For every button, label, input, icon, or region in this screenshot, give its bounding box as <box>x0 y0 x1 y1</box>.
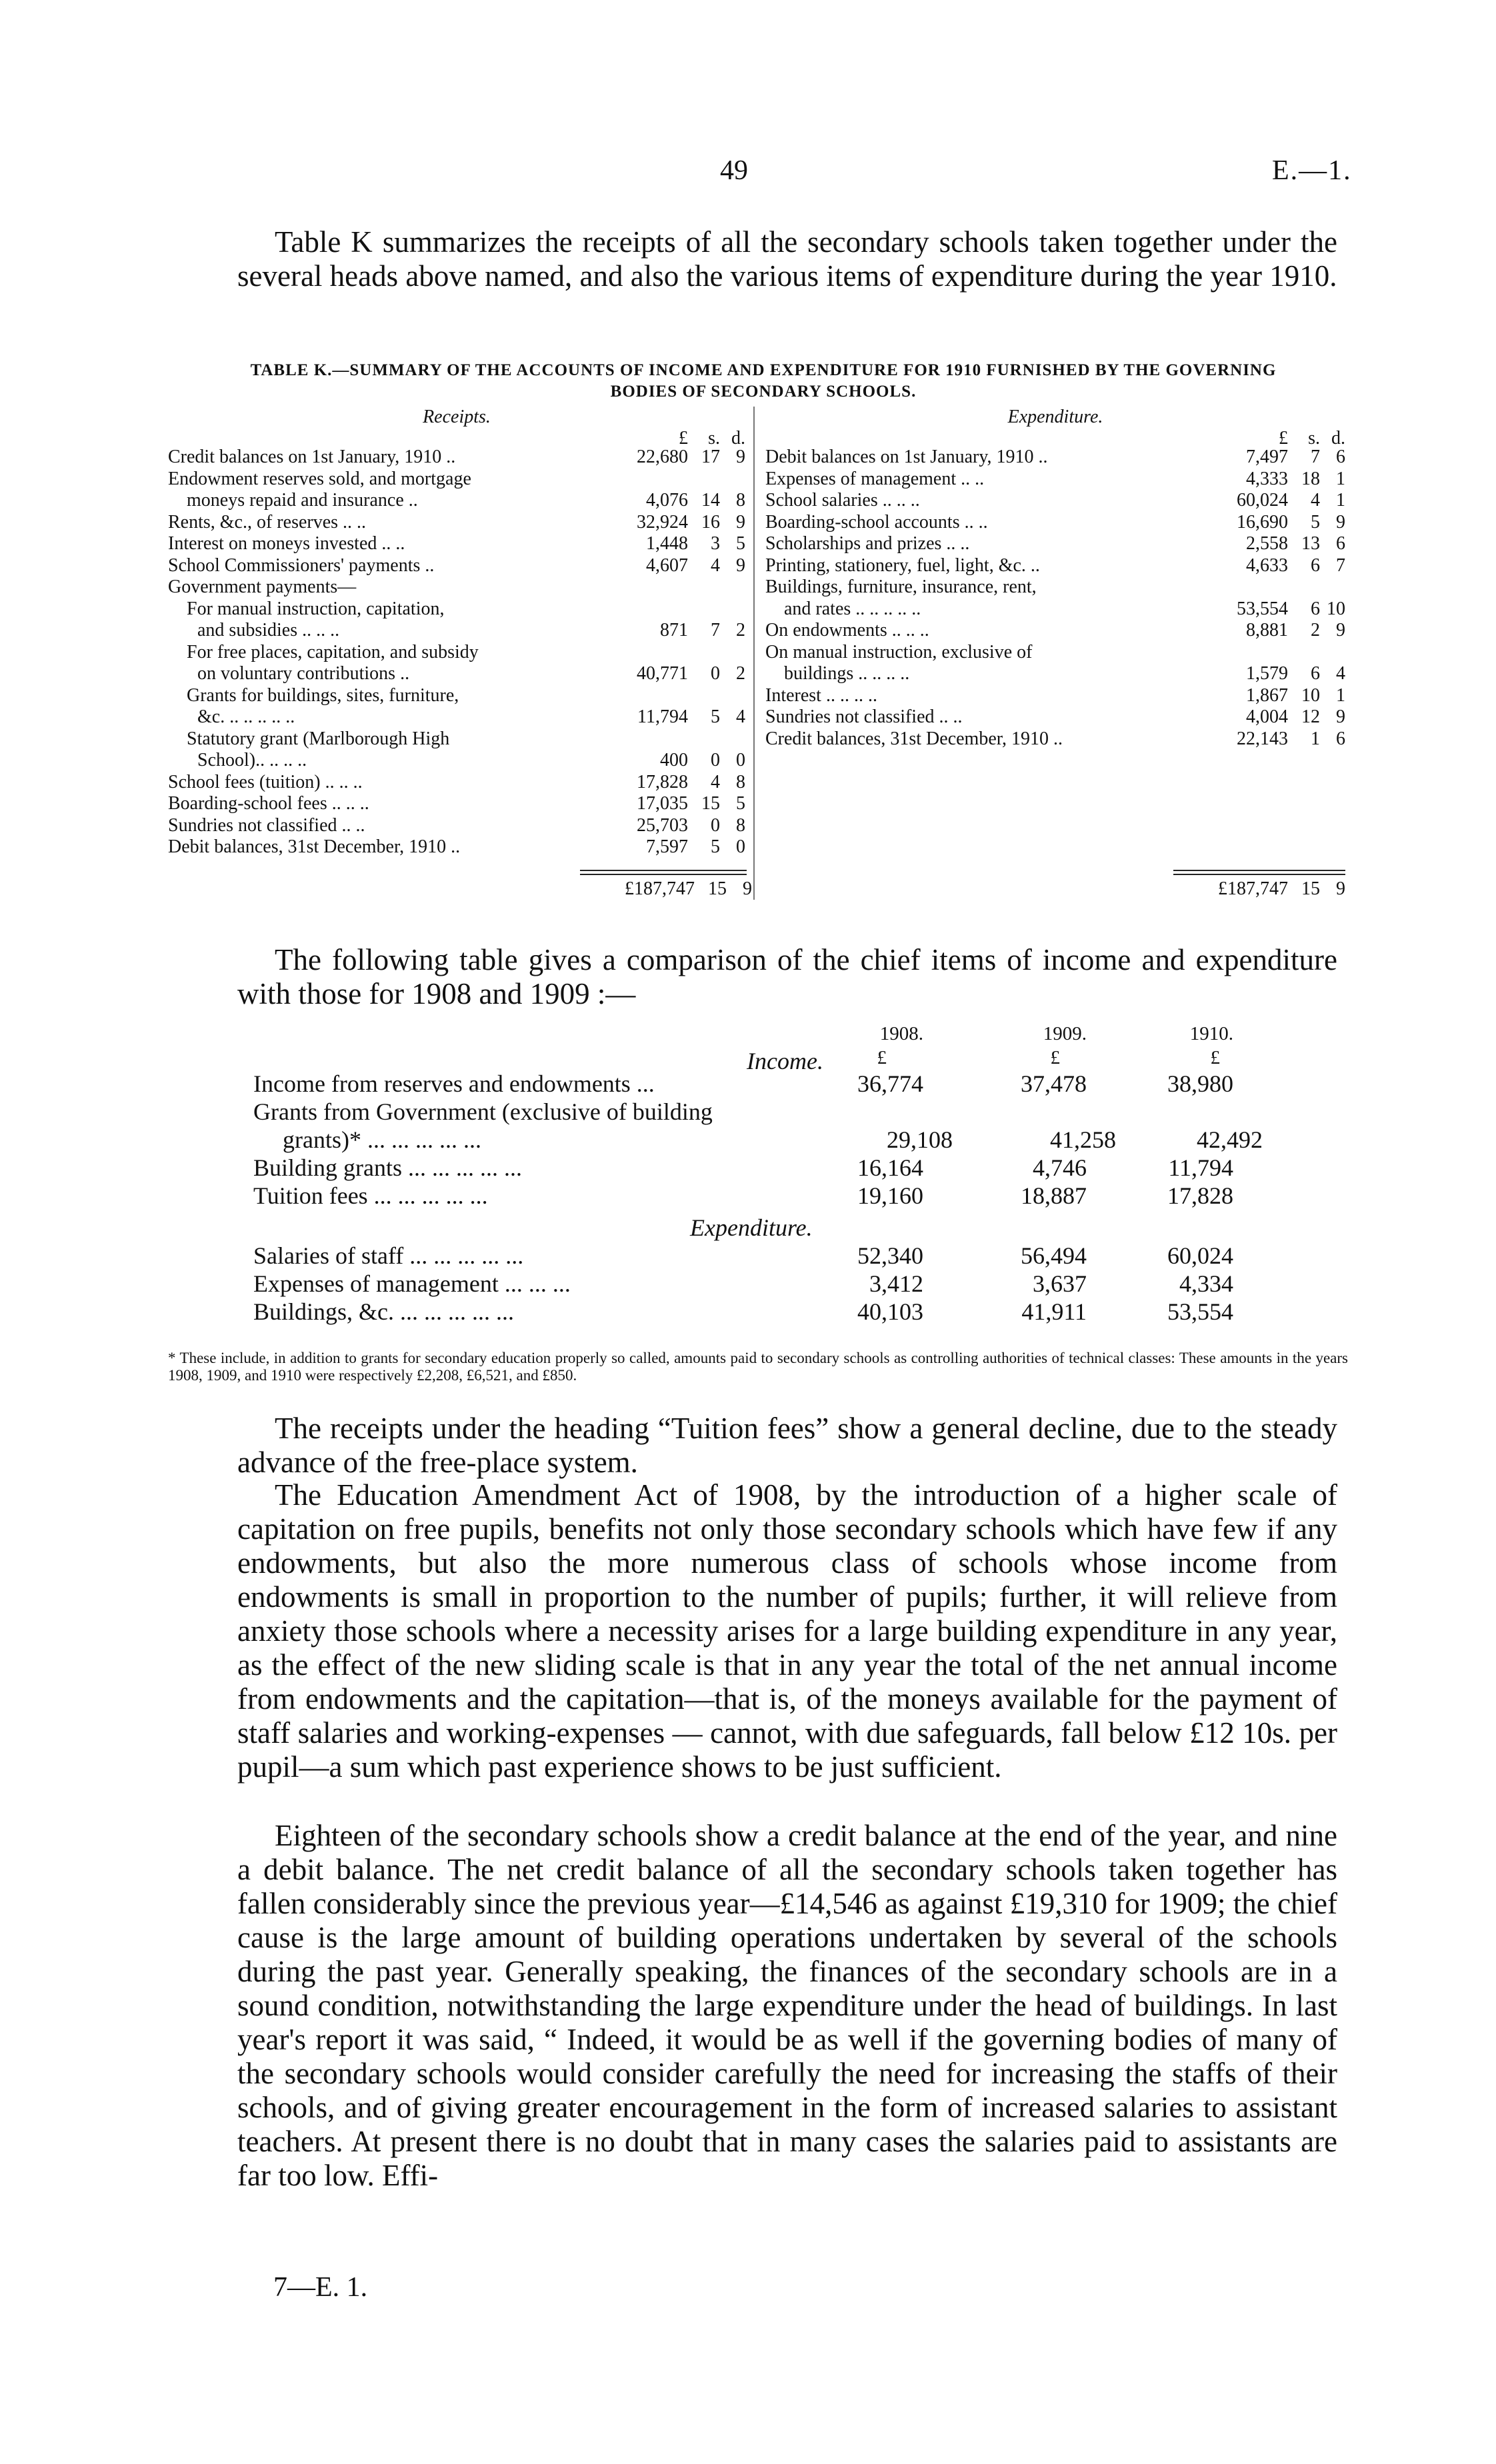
amount-pounds: 25,703 <box>637 814 688 836</box>
row-label: On manual instruction, exclusive of <box>765 641 1033 662</box>
comparison-label: grants)* ... ... ... ... ... <box>283 1126 481 1153</box>
amount-pence: 7 <box>1336 555 1345 576</box>
year-header-row <box>253 1023 1347 1047</box>
table-row <box>168 663 745 685</box>
receipts-column <box>168 407 745 858</box>
value-1909: 41,911 <box>1021 1298 1087 1325</box>
pence-symbol: d. <box>1331 428 1345 449</box>
amount-pounds: 4,076 <box>646 490 688 511</box>
row-label: Scholarships and prizes .. .. <box>765 533 970 554</box>
value-1909: 41,258 <box>1050 1126 1116 1153</box>
amount-pounds: 400 <box>660 750 688 770</box>
amount-pence: 1 <box>1336 490 1345 511</box>
row-label: buildings .. .. .. .. <box>784 663 910 684</box>
value-1909: 4,746 <box>1033 1154 1087 1181</box>
amount-shillings: 0 <box>711 750 720 770</box>
column-divider <box>753 407 755 900</box>
comparison-intro: The following table gives a comparison of the chief items of income and expenditure with those for 1908 and 1909 :— <box>237 943 1337 1010</box>
comparison-row <box>253 1154 1347 1182</box>
row-label: Debit balances, 31st December, 1910 .. <box>168 836 461 857</box>
row-amount <box>1215 685 1345 707</box>
amount-pounds: 1,448 <box>646 533 688 554</box>
row-label: Sundries not classified .. .. <box>765 706 963 727</box>
row-label: Expenses of management .. .. <box>765 468 985 489</box>
row-amount <box>1215 490 1345 512</box>
amount-pence: 6 <box>1336 533 1345 554</box>
amount-pounds: 11,794 <box>637 706 688 727</box>
comparison-row <box>253 1098 1347 1126</box>
row-amount <box>1215 555 1345 577</box>
currency-1909: £ <box>1050 1047 1060 1068</box>
row-amount <box>1215 447 1345 469</box>
amount-pence: 9 <box>736 555 745 576</box>
value-1908: 16,164 <box>857 1154 923 1181</box>
table-row <box>168 447 745 469</box>
row-label: Boarding-school fees .. .. .. <box>168 793 369 814</box>
amount-pounds: 22,143 <box>1237 728 1288 749</box>
table-row <box>765 642 1345 664</box>
table-row <box>168 512 745 534</box>
amount-shillings: 2 <box>1311 620 1320 640</box>
year-1910: 1910. <box>1189 1023 1233 1044</box>
shilling-symbol: s. <box>1308 428 1320 449</box>
table-row <box>765 469 1345 491</box>
row-label: Rents, &c., of reserves .. .. <box>168 511 367 533</box>
row-amount <box>615 750 745 772</box>
intro-paragraph: Table K summarizes the receipts of all the secondary schools taken together under the several heads above named, and also the various items of expenditure during the year 1910. <box>237 225 1337 293</box>
amount-pounds: 1,867 <box>1246 684 1288 706</box>
value-1908: 29,108 <box>887 1126 953 1153</box>
row-label: and subsidies .. .. .. <box>197 620 340 640</box>
expenditure-total-pounds: £187,747 <box>1218 878 1288 899</box>
table-row <box>168 836 745 858</box>
row-amount <box>615 815 745 837</box>
amount-pence: 5 <box>736 533 745 554</box>
row-label: Interest on moneys invested .. .. <box>168 533 405 554</box>
amount-shillings: 13 <box>1301 533 1320 554</box>
row-amount <box>615 620 745 642</box>
amount-shillings: 5 <box>711 836 720 857</box>
comparison-label: Building grants ... ... ... ... ... <box>253 1154 522 1181</box>
table-row <box>765 533 1345 555</box>
currency-header-row <box>253 1047 1347 1074</box>
row-label: &c. .. .. .. .. .. <box>197 706 295 727</box>
table-row <box>765 599 1345 620</box>
row-label: Interest .. .. .. .. <box>765 684 877 706</box>
expenditure-total-pence: 9 <box>1336 878 1345 899</box>
amount-pounds: 16,690 <box>1237 511 1288 533</box>
amount-shillings: 5 <box>1311 511 1320 533</box>
amount-shillings: 5 <box>711 706 720 727</box>
row-label: Credit balances on 1st January, 1910 .. <box>168 447 456 467</box>
income-heading: Income. <box>747 1048 823 1074</box>
row-label: School).. .. .. .. <box>197 750 307 770</box>
table-k-title-line1: TABLE K.—SUMMARY OF THE ACCOUNTS OF INCOME AND EXPENDITURE FOR 1910 FURNISHED BY THE GOVERNING <box>250 361 1277 379</box>
document-code: E.—1. <box>1272 155 1352 186</box>
comparison-row <box>253 1070 1347 1098</box>
amount-pence: 9 <box>736 447 745 467</box>
amount-shillings: 6 <box>1311 663 1320 684</box>
value-1908: 52,340 <box>857 1242 923 1269</box>
amount-pence: 8 <box>736 771 745 792</box>
table-k-title-line2: BODIES OF SECONDARY SCHOOLS. <box>610 383 917 401</box>
amount-shillings: 4 <box>711 771 720 792</box>
row-label: Printing, stationery, fuel, light, &c. .. <box>765 555 1040 576</box>
amount-pence: 0 <box>736 836 745 857</box>
footnote: * These include, in addition to grants for secondary education properly so called, amounts paid to secondary schools as controlling authorities of technical classes: These amounts in the years 1908, 1909, and 1910 were respectively £2,208, £6,521, and £850. <box>168 1350 1348 1384</box>
comparison-label: Income from reserves and endowments ... <box>253 1070 655 1097</box>
amount-shillings: 3 <box>711 533 720 554</box>
amount-pence: 6 <box>1336 447 1345 467</box>
expenditure-heading-comparison: Expenditure. <box>690 1214 813 1241</box>
amount-pounds: 8,881 <box>1246 620 1288 640</box>
value-1908: 3,412 <box>869 1270 923 1297</box>
table-k-title <box>180 360 1347 403</box>
table-row <box>168 620 745 642</box>
receipts-rows <box>168 447 745 858</box>
row-amount <box>1215 533 1345 555</box>
row-label: Statutory grant (Marlborough High <box>187 728 450 749</box>
value-1910: 42,492 <box>1197 1126 1263 1153</box>
amount-pence: 5 <box>736 793 745 814</box>
comparison-table <box>253 1023 1347 1326</box>
row-label: Buildings, furniture, insurance, rent, <box>765 577 1037 597</box>
amount-pence: 4 <box>736 706 745 727</box>
amount-pounds: 7,597 <box>646 836 688 857</box>
amount-pence: 1 <box>1336 468 1345 489</box>
amount-pounds: 53,554 <box>1237 598 1288 619</box>
table-row <box>168 772 745 794</box>
table-row <box>168 469 745 491</box>
currency-1910: £ <box>1210 1047 1220 1068</box>
amount-shillings: 0 <box>711 663 720 684</box>
amount-shillings: 1 <box>1311 728 1320 749</box>
amount-pounds: 871 <box>660 620 688 640</box>
table-row <box>168 642 745 664</box>
amount-shillings: 7 <box>711 620 720 640</box>
pound-symbol: £ <box>1279 428 1288 449</box>
row-label: On endowments .. .. .. <box>765 620 929 640</box>
receipts-total-rule <box>580 870 747 871</box>
amount-pounds: 40,771 <box>637 663 688 684</box>
expenditure-total-shillings: 15 <box>1301 878 1320 899</box>
comparison-label: Salaries of staff ... ... ... ... ... <box>253 1242 524 1269</box>
amount-pence: 9 <box>1336 511 1345 533</box>
row-label: Boarding-school accounts .. .. <box>765 511 988 533</box>
table-row <box>765 620 1345 642</box>
page-number: 49 <box>720 155 748 186</box>
year-1908: 1908. <box>879 1023 923 1044</box>
value-1908: 36,774 <box>857 1070 923 1097</box>
receipts-total-shillings: 15 <box>708 878 727 899</box>
row-label: School fees (tuition) .. .. .. <box>168 771 363 792</box>
comparison-row <box>253 1182 1347 1210</box>
value-1910: 53,554 <box>1167 1298 1233 1325</box>
amount-pounds: 4,333 <box>1246 468 1288 489</box>
table-row <box>168 490 745 512</box>
amount-shillings: 6 <box>1311 598 1320 619</box>
amount-shillings: 15 <box>701 793 720 814</box>
row-label: moneys repaid and insurance .. <box>187 490 418 511</box>
amount-pence: 8 <box>736 490 745 511</box>
table-row <box>168 793 745 815</box>
paragraph-education-act: The Education Amendment Act of 1908, by the introduction of a higher scale of capitation on free pupils, benefits not only those secondary schools which have few if any endowments, but also the more numerous class of schools whose income from endowments is small in proportion to the number of pupils; further, it will relieve from anxiety those schools where a necessity arises for a large building expenditure in any year, as the effect of the new sliding scale is that in any year the total of the net annual income from endowments and the capitation—that is, of the moneys available for the payment of staff salaries and working-expenses — cannot, with due safeguards, fall below £12 10s. per pupil—a sum which past experience shows to be just sufficient. <box>237 1478 1337 1784</box>
comparison-label: Expenses of management ... ... ... <box>253 1270 571 1297</box>
amount-pounds: 17,828 <box>637 771 688 792</box>
amount-pence: 10 <box>1327 598 1345 619</box>
amount-shillings: 4 <box>1311 490 1320 511</box>
value-1909: 18,887 <box>1021 1182 1087 1209</box>
amount-pence: 0 <box>736 750 745 770</box>
row-amount <box>1215 663 1345 685</box>
amount-shillings: 14 <box>701 490 720 511</box>
amount-pounds: 1,579 <box>1246 663 1288 684</box>
amount-pence: 1 <box>1336 684 1345 706</box>
expenditure-column <box>765 407 1345 750</box>
row-amount <box>615 555 745 577</box>
comparison-label: Buildings, &c. ... ... ... ... ... <box>253 1298 515 1325</box>
amount-pence: 4 <box>1336 663 1345 684</box>
comparison-label: Tuition fees ... ... ... ... ... <box>253 1182 488 1209</box>
amount-pounds: 7,497 <box>1246 447 1288 467</box>
receipts-total <box>615 878 752 900</box>
row-label: For manual instruction, capitation, <box>187 598 445 619</box>
amount-pence: 2 <box>736 620 745 640</box>
income-rows <box>253 1070 1347 1210</box>
table-row <box>168 685 745 707</box>
value-1908: 40,103 <box>857 1298 923 1325</box>
amount-shillings: 17 <box>701 447 720 467</box>
comparison-row <box>253 1242 1347 1270</box>
row-amount <box>615 490 745 512</box>
amount-pounds: 4,633 <box>1246 555 1288 576</box>
receipts-heading: Receipts. <box>423 407 491 427</box>
year-1909: 1909. <box>1043 1023 1087 1044</box>
value-1909: 3,637 <box>1033 1270 1087 1297</box>
amount-pounds: 32,924 <box>637 511 688 533</box>
row-amount <box>1215 512 1345 534</box>
row-amount <box>615 447 745 469</box>
pound-symbol: £ <box>679 428 688 449</box>
expenditure-currency-header <box>765 428 1345 447</box>
amount-pounds: 17,035 <box>637 793 688 814</box>
table-row <box>765 490 1345 512</box>
row-label: Credit balances, 31st December, 1910 .. <box>765 728 1063 749</box>
expenditure-rows <box>765 447 1345 750</box>
table-row <box>168 555 745 577</box>
amount-shillings: 18 <box>1301 468 1320 489</box>
value-1910: 17,828 <box>1167 1182 1233 1209</box>
row-amount <box>615 836 745 858</box>
table-row <box>168 728 745 750</box>
table-row <box>765 685 1345 707</box>
comparison-row <box>253 1298 1347 1326</box>
amount-pence: 9 <box>1336 620 1345 640</box>
row-amount <box>1215 706 1345 728</box>
currency-1908: £ <box>877 1047 887 1068</box>
paragraph-tuition: The receipts under the heading “Tuition fees” show a general decline, due to the steady advance of the free-place system. <box>237 1412 1337 1479</box>
row-amount <box>615 663 745 685</box>
row-amount <box>1215 599 1345 620</box>
row-amount <box>615 793 745 815</box>
amount-pounds: 22,680 <box>637 447 688 467</box>
expenditure-total-rule-2 <box>1173 874 1345 875</box>
amount-pounds: 2,558 <box>1246 533 1288 554</box>
table-row <box>168 533 745 555</box>
amount-shillings: 12 <box>1301 706 1320 727</box>
table-row <box>765 577 1345 599</box>
amount-pence: 9 <box>1336 706 1345 727</box>
row-label: Sundries not classified .. .. <box>168 814 365 836</box>
amount-shillings: 4 <box>711 555 720 576</box>
receipts-total-pounds: £187,747 <box>625 878 695 899</box>
expenditure-comparison-rows <box>253 1242 1347 1326</box>
row-label: School Commissioners' payments .. <box>168 555 435 576</box>
table-row <box>765 447 1345 469</box>
amount-pence: 9 <box>736 511 745 533</box>
row-label: on voluntary contributions .. <box>197 663 410 684</box>
row-amount <box>615 533 745 555</box>
amount-shillings: 16 <box>701 511 720 533</box>
table-row <box>168 750 745 772</box>
row-label: Government payments— <box>168 577 357 597</box>
receipts-total-pence: 9 <box>743 878 752 899</box>
amount-pence: 6 <box>1336 728 1345 749</box>
comparison-row <box>253 1270 1347 1298</box>
amount-pounds: 4,004 <box>1246 706 1288 727</box>
expenditure-total <box>1208 878 1345 900</box>
pence-symbol: d. <box>731 428 745 449</box>
amount-pence: 8 <box>736 814 745 836</box>
expenditure-total-rule <box>1173 870 1345 871</box>
row-label: and rates .. .. .. .. .. <box>784 598 921 619</box>
row-amount <box>1215 469 1345 491</box>
row-label: For free places, capitation, and subsidy <box>187 641 479 662</box>
table-row <box>168 706 745 728</box>
value-1909: 56,494 <box>1021 1242 1087 1269</box>
value-1910: 4,334 <box>1179 1270 1233 1297</box>
expenditure-heading: Expenditure. <box>1007 407 1103 427</box>
amount-pence: 2 <box>736 663 745 684</box>
signature-mark: 7—E. 1. <box>273 2272 368 2303</box>
amount-shillings: 0 <box>711 814 720 836</box>
value-1910: 38,980 <box>1167 1070 1233 1097</box>
row-amount <box>1215 728 1345 750</box>
table-row <box>168 577 745 599</box>
amount-shillings: 6 <box>1311 555 1320 576</box>
row-amount <box>1215 620 1345 642</box>
table-row <box>765 706 1345 728</box>
amount-shillings: 10 <box>1301 684 1320 706</box>
receipts-currency-header <box>168 428 745 447</box>
row-label: Debit balances on 1st January, 1910 .. <box>765 447 1048 467</box>
row-amount <box>615 772 745 794</box>
paragraph-balances: Eighteen of the secondary schools show a credit balance at the end of the year, and nine a debit balance. The net credit balance of all the secondary schools taken together has fallen considerably since the previous year—£14,546 as against £19,310 for 1909; the chief cause is the large amount of building operations undertaken by several of the schools during the past year. Generally speaking, the finances of the secondary schools are in a sound condition, notwithstanding the large expenditure under the head of buildings. In last year's report it was said, “ Indeed, it would be as well if the governing bodies of many of the secondary schools would consider carefully the need for increasing the staffs of their schools, and of giving greater encouragement in the form of increased salaries to assistant teachers. At present there is no doubt that in many cases the salaries paid to assistants are far too low. Effi- <box>237 1819 1337 2192</box>
amount-pounds: 4,607 <box>646 555 688 576</box>
value-1910: 60,024 <box>1167 1242 1233 1269</box>
row-label: School salaries .. .. .. <box>765 490 920 511</box>
table-row <box>765 512 1345 534</box>
row-label: Endowment reserves sold, and mortgage <box>168 468 471 489</box>
comparison-row <box>253 1126 1347 1154</box>
row-amount <box>615 706 745 728</box>
table-row <box>765 728 1345 750</box>
table-row <box>168 599 745 620</box>
value-1910: 11,794 <box>1168 1154 1233 1181</box>
row-label: Grants for buildings, sites, furniture, <box>187 684 459 706</box>
value-1909: 37,478 <box>1021 1070 1087 1097</box>
receipts-total-rule-2 <box>580 874 747 875</box>
amount-pounds: 60,024 <box>1237 490 1288 511</box>
value-1908: 19,160 <box>857 1182 923 1209</box>
table-row <box>168 815 745 837</box>
row-amount <box>615 512 745 534</box>
amount-shillings: 7 <box>1311 447 1320 467</box>
table-row <box>765 555 1345 577</box>
comparison-label: Grants from Government (exclusive of building <box>253 1098 713 1125</box>
shilling-symbol: s. <box>708 428 720 449</box>
table-row <box>765 663 1345 685</box>
